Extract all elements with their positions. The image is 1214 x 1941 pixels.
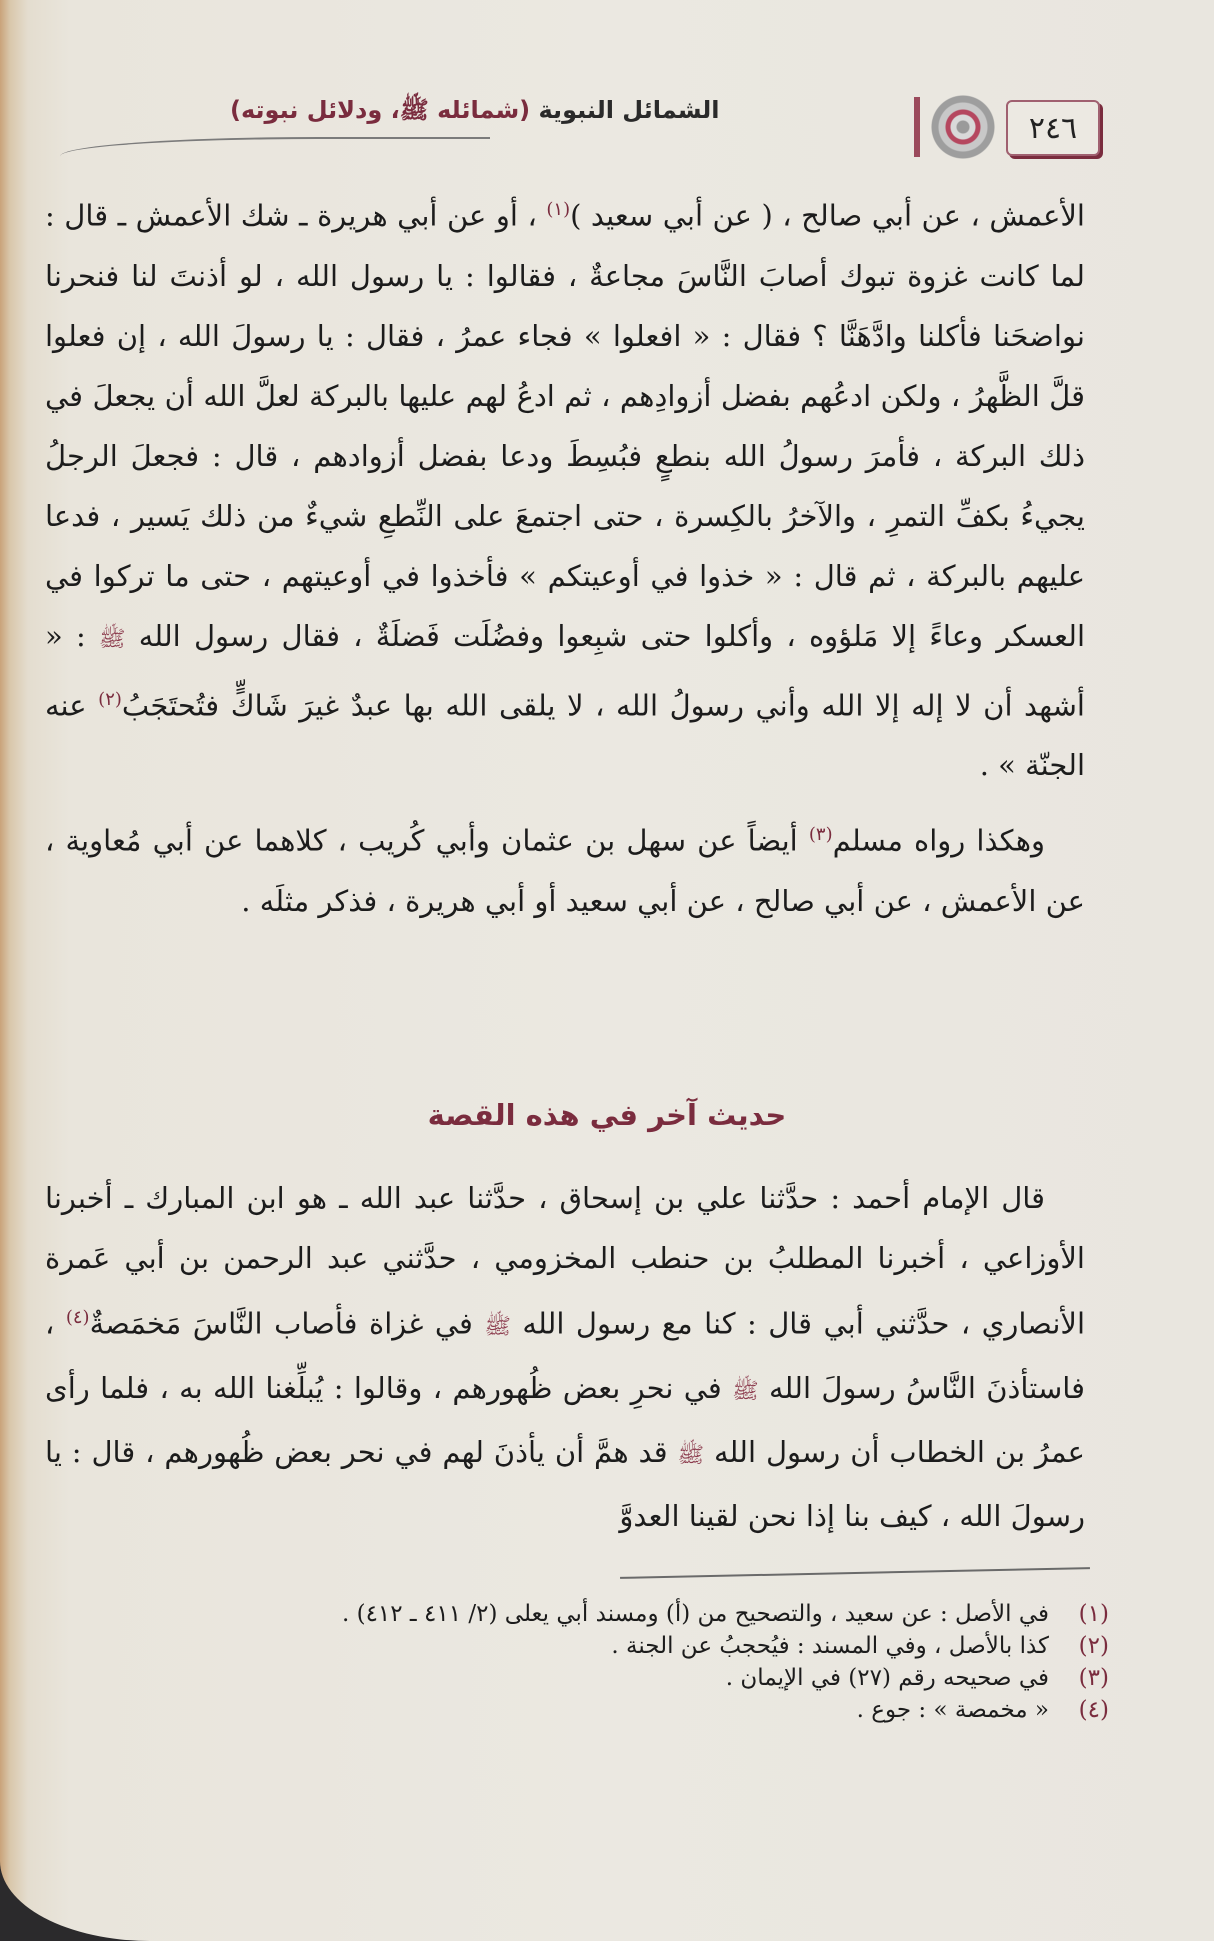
- main-text-section-1: [45, 180, 1085, 931]
- text-run: قد همَّ أن يأذنَ لهم في نحر بعض ظُهورهم ، قال : يا رسولَ الله ، كيف بنا إذا نحن لقينا العدوَّ: [45, 1434, 1085, 1533]
- footnotes: [109, 1598, 1109, 1726]
- footnote-ref-1[interactable]: (١): [546, 199, 571, 220]
- footnote-ref-3[interactable]: (٣): [808, 824, 833, 846]
- running-title: [230, 95, 720, 130]
- salawat-icon: ﷺ: [484, 1314, 511, 1340]
- salawat-icon: ﷺ: [98, 626, 126, 652]
- footnote-number: (٤): [1078, 1697, 1109, 1723]
- text-run: ، أو عن أبي هريرة ـ شك الأعمش ـ قال : لما كانت غزوة تبوك أصابَ النَّاسَ مجاعةٌ ، فقالوا : يا رسول الله ، لو أذنتَ لنا فنحرنا نواضحَنا فأكلنا وادَّهَنَّا ؟ فقال : « افعلوا » فجاء عمرُ ، فقال : يا رسولَ الله ، إن فعلوا قلَّ الظَّهرُ ، ولكن ادعُهم بفضل أزوادِهم ، ثم ادعُ لهم عليها بالبركة لعلَّ الله أن يجعلَ في ذلك البركة ، فأمرَ رسولُ الله بنطعٍ فبُسِطَ ودعا بفضل أزوادهم ، قال : فجعلَ الرجلُ يجيءُ بكفِّ التمرِ ، والآخرُ بالكِسرة ، حتى اجتمعَ على النِّطعِ شيءٌ من ذلك يَسير ، فدعا عليهم بالبركة ، ثم قال : « خذوا في أوعيتكم » فأخذوا في أوعيتهم ، حتى ما تركوا في العسكر وعاءً إلا مَلؤوه ، وأكلوا حتى شبِعوا وفضُلَت فَضلَةٌ ، فقال رسول الله: [45, 198, 1085, 653]
- footnote-number: (١): [1078, 1601, 1109, 1627]
- paragraph-2: [45, 805, 1085, 931]
- footnote-text: في الأصل : عن سعيد ، والتصحيح من (أ) ومسند أبي يعلى (٢/ ٤١١ ـ ٤١٢) .: [341, 1601, 1049, 1627]
- header-curve-line: [60, 137, 490, 169]
- salawat-icon: ﷺ: [732, 1378, 759, 1404]
- text-run: ، فاستأذنَ النَّاسُ رسولَ الله: [45, 1306, 1085, 1405]
- paragraph-3: [45, 1168, 1085, 1546]
- footnote-number: (٢): [1078, 1633, 1109, 1659]
- text-run: الأعمش ، عن أبي صالح ، ( عن أبي سعيد ): [570, 198, 1085, 233]
- footnote-2: [109, 1630, 1109, 1662]
- footnote-4: [109, 1694, 1109, 1726]
- text-run: قال الإمام أحمد : حدَّثنا علي بن إسحاق ، حدَّثنا عبد الله ـ هو ابن المبارك ـ أخبرنا الأوزاعي ، أخبرنا المطلبُ بن حنطب المخزومي ، حدَّثني عبد الرحمن بن أبي عَمرة الأنصاري ، حدَّثني أبي قال : كنا مع رسول الله: [45, 1181, 1086, 1341]
- footnote-3: [109, 1662, 1109, 1694]
- text-run: في نحرِ بعض ظُهورهم ، وقالوا : يُبلِّغنا الله به ، فلما رأى عمرُ بن الخطاب أن رسول الله: [45, 1370, 1085, 1469]
- page-number: ٢٤٦: [1028, 110, 1078, 146]
- text-run: : « أشهد أن لا إله إلا الله وأني رسولُ الله ، لا يلقى الله بها عبدٌ غيرَ شَاكٍّ فتُحتَجَبُ: [45, 618, 1085, 723]
- footnote-text: كذا بالأصل ، وفي المسند : فيُحجبُ عن الجنة .: [611, 1633, 1049, 1659]
- footnote-1: [109, 1598, 1109, 1630]
- footnote-text: في صحيحه رقم (٢٧) في الإيمان .: [725, 1665, 1049, 1691]
- text-run: أيضاً عن سهل بن عثمان وأبي كُريب ، كلاهما عن أبي مُعاوية ، عن الأعمش ، عن أبي صالح ، عن أبي سعيد أو أبي هريرة ، فذكر مثلَه .: [45, 823, 1085, 918]
- rosette-ornament-icon: [931, 95, 995, 159]
- running-title-main: الشمائل النبوية: [538, 96, 720, 124]
- page-header: [30, 95, 1120, 175]
- footnote-separator: [620, 1567, 1090, 1579]
- footnote-ref-4[interactable]: (٤): [65, 1307, 90, 1328]
- footnote-ref-2[interactable]: (٢): [98, 688, 122, 710]
- header-divider-bar: [914, 97, 920, 157]
- page-number-box: [1006, 100, 1100, 156]
- text-run: وهكذا رواه مسلم: [832, 823, 1045, 858]
- main-text-section-2: [45, 1168, 1085, 1546]
- running-title-paren: (شمائله ﷺ، ودلائل نبوته): [230, 96, 531, 124]
- footnote-text: « مخمصة » : جوع .: [856, 1697, 1049, 1723]
- text-run: في غزاة فأصاب النَّاسَ مَخمَصةٌ: [89, 1306, 485, 1341]
- salawat-icon: ﷺ: [677, 1442, 705, 1468]
- text-run: عنه الجنّة » .: [45, 688, 1085, 783]
- section-heading: حديث آخر في هذه القصة: [427, 1098, 787, 1132]
- paragraph-1: [45, 180, 1085, 795]
- footnote-number: (٣): [1078, 1665, 1109, 1691]
